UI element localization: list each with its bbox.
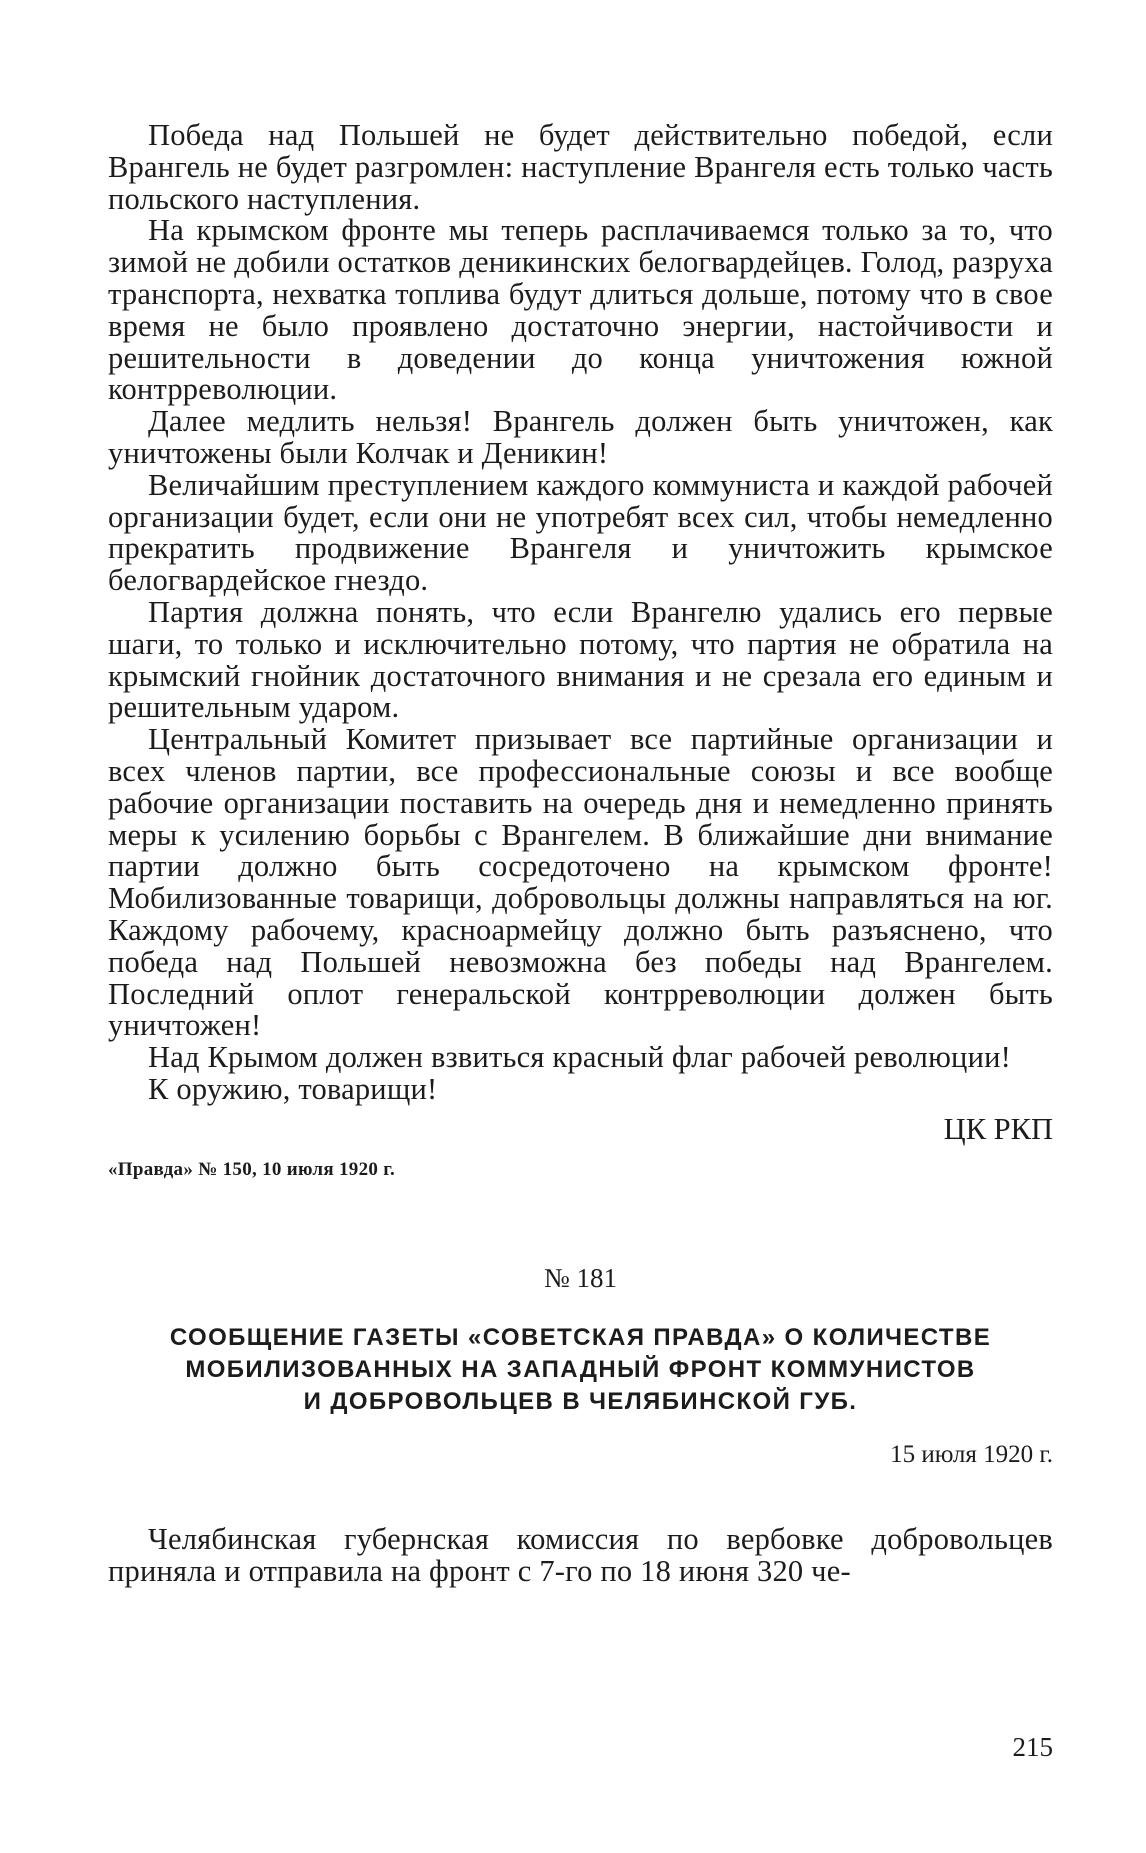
document-number: № 181	[543, 1262, 617, 1293]
signature: ЦК РКП	[943, 1111, 1053, 1146]
paragraph-red-flag: Над Крымом должен взвиться красный флаг рабочей революции!	[148, 1040, 1011, 1075]
document-page	[108, 120, 1053, 1587]
page-number: 215	[1012, 1732, 1053, 1762]
paragraph-chelyabinsk-commission: Челябинская губернская комиссия по вербовке добровольцев приняла и отправила на фронт с 7-го по 18 июня 320 че-	[108, 1521, 1053, 1588]
document-title-line: И ДОБРОВОЛЬЦЕВ В ЧЕЛЯБИНСКОЙ ГУБ.	[303, 1387, 858, 1415]
paragraph-no-delay: Далее медлить нельзя! Врангель должен быть уничтожен, как уничтожены были Колчак и Деникин!	[108, 404, 1053, 470]
paragraph-crimean-front: На крымском фронте мы теперь расплачиваемся только за то, что зимой не добили остатков деникинских белогвардейцев. Голод, разруха транспорта, нехватка топлива будут длиться дольше, потому что в свое время не было проявлено достаточно энергии, настойчивости и решительности в доведении до конца уничтожения южной контрреволюции.	[108, 213, 1053, 407]
paragraph-party-must-understand: Партия должна понять, что если Врангелю удались его первые шаги, то только и исключительно потому, что партия не обратила на крымский гнойник достаточного внимания и не срезала его единым и решительным ударом.	[108, 594, 1053, 725]
document-title-line: СООБЩЕНИЕ ГАЗЕТЫ «СОВЕТСКАЯ ПРАВДА» О КОЛИЧЕСТВЕ	[169, 1323, 992, 1351]
source-citation: «Правда» № 150, 10 июля 1920 г.	[108, 1158, 396, 1180]
document-date: 15 июля 1920 г.	[890, 1440, 1053, 1468]
paragraph-to-arms: К оружию, товарищи!	[148, 1071, 438, 1106]
document-title-line: МОБИЛИЗОВАННЫХ НА ЗАПАДНЫЙ ФРОНТ КОММУНИСТОВ	[185, 1355, 976, 1383]
paragraph-central-committee-call: Центральный Комитет призывает все партийные организации и всех членов партии, все профессиональные союзы и все вообще рабочие организации поставить на очередь дня и немедленно принять меры к усилению борьбы с Врангелем. В ближайшие дни внимание партии должно быть сосредоточено на крымском фронте! Мобилизованные товарищи, добровольцы должны направляться на юг. Каждому рабочему, красноармейцу должно быть разъяснено, что победа над Польшей невозможна без победы над Врангелем. Последний оплот генеральской контрреволюции должен быть уничтожен!	[108, 722, 1053, 1043]
document-title	[108, 1322, 1053, 1418]
paragraph-poland-victory: Победа над Польшей не будет действительно победой, если Врангель не будет разгромлен: наступление Врангеля есть только часть польского наступления.	[108, 118, 1053, 216]
paragraph-greatest-crime: Величайшим преступлением каждого коммуниста и каждой рабочей организации будет, если они не употребят всех сил, чтобы немедленно прекратить продвижение Врангеля и уничтожить крымское белогвардейское гнездо.	[108, 467, 1053, 598]
